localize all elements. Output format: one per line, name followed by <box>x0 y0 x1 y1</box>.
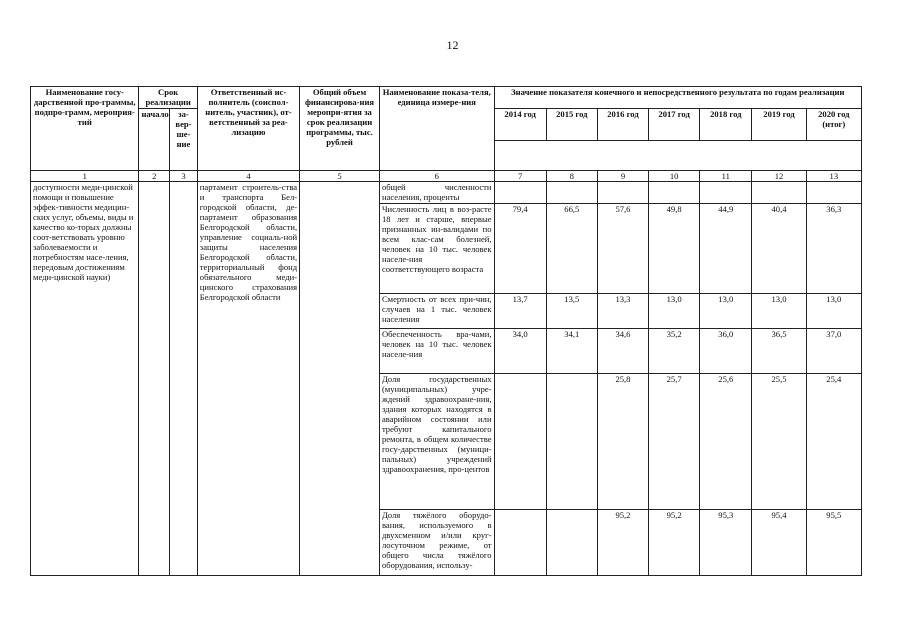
header-year-spacer <box>494 141 861 171</box>
column-number: 10 <box>649 171 700 182</box>
indicator-cell: Обеспеченность вра-чами, человек на 10 тыс. человек населе-ния <box>379 329 494 374</box>
indicators-table <box>30 86 862 576</box>
header-start: начало <box>139 109 170 171</box>
value-cell: 13,0 <box>806 294 861 329</box>
value-cell: 95,4 <box>752 510 806 576</box>
header-year: 2015 год <box>546 109 597 141</box>
column-number: 12 <box>752 171 806 182</box>
value-cell: 95,2 <box>649 510 700 576</box>
value-cell: 13,3 <box>597 294 648 329</box>
header-year: 2016 год <box>597 109 648 141</box>
value-cell: 25,5 <box>752 374 806 510</box>
value-cell: 35,2 <box>649 329 700 374</box>
financing-cell <box>300 182 380 576</box>
value-cell <box>494 374 546 510</box>
value-cell: 25,8 <box>597 374 648 510</box>
column-number: 8 <box>546 171 597 182</box>
header-end: за-вер-ше-ние <box>170 109 198 171</box>
header-year: 2019 год <box>752 109 806 141</box>
header-year: 2020 год (итог) <box>806 109 861 141</box>
column-number: 3 <box>170 171 198 182</box>
header-responsible: Ответственный ис-полнитель (соиспол-нитель, участник), от-ветственный за реа-лизацию <box>197 87 299 171</box>
indicator-cell: Доля тяжёлого оборудо-вания, используемого в двухсменном и/или круг-лосуточном режиме, от общего числа тяжёлого оборудования, использу- <box>379 510 494 576</box>
header-values: Значение показателя конечного и непосредственного результата по годам реализации <box>494 87 861 109</box>
value-cell: 25,7 <box>649 374 700 510</box>
header-year: 2014 год <box>494 109 546 141</box>
value-cell: 57,6 <box>597 204 648 294</box>
column-number: 9 <box>597 171 648 182</box>
value-cell <box>494 510 546 576</box>
column-number: 4 <box>197 171 299 182</box>
table-row <box>31 182 862 204</box>
column-number: 6 <box>379 171 494 182</box>
program-name-cell: доступности меди-цинской помощи и повышение эффек-тивности медицин-ских услуг, объемы, виды и качество ко-торых должны соот-ветствовать уровню заболеваемости и потребностям насе-ления, передовым достижениям меди-цинской науки) <box>31 182 139 576</box>
value-cell: 25,4 <box>806 374 861 510</box>
header-year: 2018 год <box>700 109 752 141</box>
value-cell: 37,0 <box>806 329 861 374</box>
value-cell: 40,4 <box>752 204 806 294</box>
value-cell <box>806 182 861 204</box>
column-number: 2 <box>139 171 170 182</box>
value-cell: 95,2 <box>597 510 648 576</box>
value-cell: 36,3 <box>806 204 861 294</box>
value-cell: 13,0 <box>700 294 752 329</box>
value-cell <box>546 510 597 576</box>
value-cell: 49,8 <box>649 204 700 294</box>
column-number: 13 <box>806 171 861 182</box>
header-program-name: Наименование госу-дарственной про-граммы, подпро-грамм, мероприя-тий <box>31 87 139 171</box>
value-cell: 34,1 <box>546 329 597 374</box>
value-cell <box>494 182 546 204</box>
value-cell <box>649 182 700 204</box>
value-cell <box>597 182 648 204</box>
value-cell: 36,5 <box>752 329 806 374</box>
value-cell: 13,7 <box>494 294 546 329</box>
header-term: Срок реализации <box>139 87 197 109</box>
value-cell <box>546 374 597 510</box>
value-cell: 44,9 <box>700 204 752 294</box>
value-cell <box>700 182 752 204</box>
value-cell: 13,0 <box>649 294 700 329</box>
value-cell: 36,0 <box>700 329 752 374</box>
header-indicator: Наименование показа-теля, единица измере-ния <box>379 87 494 171</box>
indicator-cell: Доля государственных (муниципальных) учре-ждений здравоохране-ния, здания которых находятся в аварийном состоянии или требуют капитального ремонта, в общем количестве госу-дарственных (муници-пальных) учреждений здравоохранения, про-центов <box>379 374 494 510</box>
value-cell: 66,5 <box>546 204 597 294</box>
indicator-cell: Смертность от всех при-чин, случаев на 1 тыс. человек населения <box>379 294 494 329</box>
value-cell: 25,6 <box>700 374 752 510</box>
column-number: 7 <box>494 171 546 182</box>
indicator-cell: Численность лиц в воз-расте 18 лет и старше, впервые признанных ин-валидами по всем клас-сам болезней, человек на 10 тыс. человек населе-ния соответствующего возраста <box>379 204 494 294</box>
responsible-cell: партамент строитель-ства и транспорта Бел-городской области, де-партамент образования Белгородской области, управление социаль-ной защиты населения Белгородской области, территориальный фонд обязательного меди-цинского страхования Белгородской области <box>197 182 299 576</box>
end-cell <box>170 182 198 576</box>
value-cell: 13,5 <box>546 294 597 329</box>
column-number: 1 <box>31 171 139 182</box>
column-number: 5 <box>300 171 380 182</box>
value-cell <box>752 182 806 204</box>
value-cell: 95,3 <box>700 510 752 576</box>
header-year: 2017 год <box>649 109 700 141</box>
start-cell <box>139 182 170 576</box>
value-cell: 79,4 <box>494 204 546 294</box>
value-cell: 34,6 <box>597 329 648 374</box>
indicator-cell: общей численности населения, проценты <box>379 182 494 204</box>
value-cell: 95,5 <box>806 510 861 576</box>
value-cell: 34,0 <box>494 329 546 374</box>
column-number: 11 <box>700 171 752 182</box>
page-number: 12 <box>446 38 459 52</box>
value-cell: 13,0 <box>752 294 806 329</box>
header-financing: Общий объем финансирова-ния меропри-ятия за срок реализации программы, тыс. рублей <box>300 87 380 171</box>
value-cell <box>546 182 597 204</box>
